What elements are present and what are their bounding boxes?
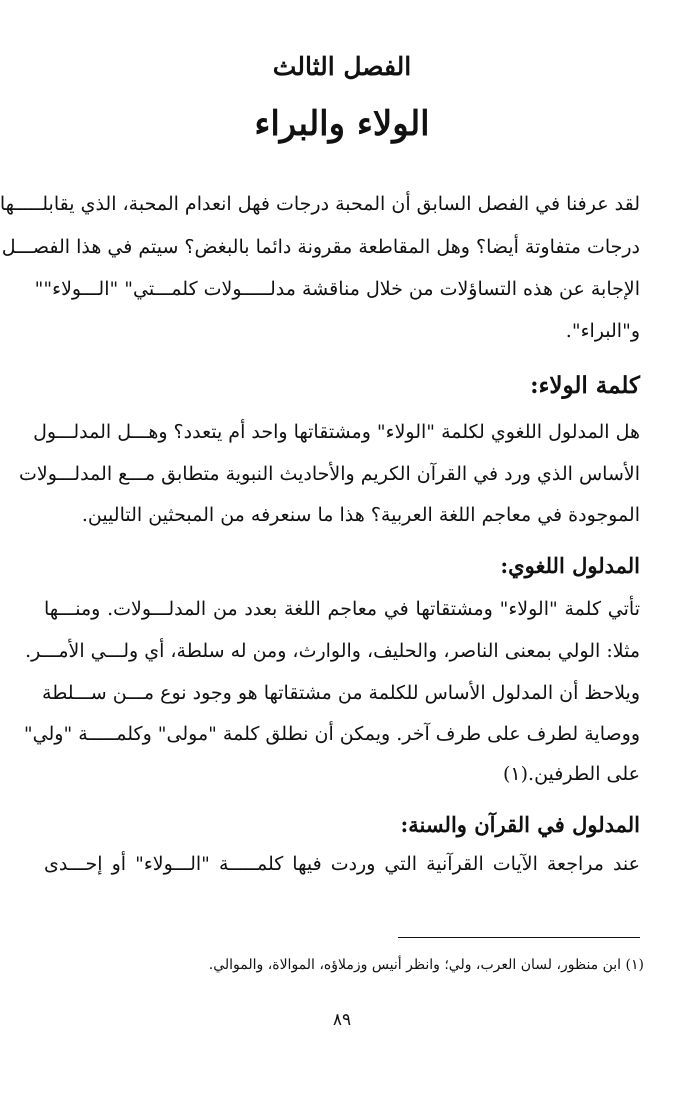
page-number: ٨٩ (332, 1010, 352, 1030)
wala-line: الأساس الذي ورد في القرآن الكريم والأحاديث النبوية متطابق مـــع المدلـــولات (19, 463, 640, 485)
linguistic-line: تأتي كلمة "الولاء" ومشتقاتها في معاجم اللغة بعدد من المدلـــولات. ومنـــها (44, 598, 640, 620)
footnote: (١) ابن منظور، لسان العرب، ولي؛ وانظر أنيس وزملاؤه، الموالاة، والموالي. (208, 957, 644, 973)
footnote-divider (398, 937, 640, 938)
section-heading-linguistic: المدلول اللغوي: (500, 553, 640, 578)
chapter-label: الفصل الثالث (272, 52, 412, 81)
linguistic-line: ويلاحظ أن المدلول الأساس للكلمة من مشتقاتها هو وجود نوع مـــن ســـلطة (42, 682, 640, 704)
section-heading-wala: كلمة الولاء: (530, 372, 640, 399)
linguistic-line: ووصاية لطرف على طرف آخر. ويمكن أن نطلق كلمة "مولى" وكلمـــــة "ولي" (23, 723, 640, 745)
wala-line: هل المدلول اللغوي لكلمة "الولاء" ومشتقاتها واحد أم يتعدد؟ وهـــل المدلـــول (33, 421, 640, 443)
quran-line: عند مراجعة الآيات القرآنية التي وردت فيها كلمـــــة "الـــولاء" أو إحـــدى (44, 853, 640, 875)
linguistic-line: على الطرفين.(١) (502, 763, 640, 785)
section-heading-quran: المدلول في القرآن والسنة: (400, 812, 640, 837)
intro-line: الإجابة عن هذه التساؤلات من خلال مناقشة مدلـــــولات كلمـــتي" "الـــولاء"" (34, 278, 640, 300)
chapter-title: الولاء والبراء (254, 104, 430, 144)
intro-line: لقد عرفنا في الفصل السابق أن المحبة درجات فهل انعدام المحبة، الذي يقابلـــــها (0, 193, 640, 215)
intro-line: و"البراء". (565, 320, 640, 342)
linguistic-line: مثلا: الولي بمعنى الناصر، والحليف، والوارث، ومن له سلطة، أي ولـــي الأمـــر. (25, 640, 640, 662)
wala-line: الموجودة في معاجم اللغة العربية؟ هذا ما سنعرفه من المبحثين التاليين. (81, 504, 640, 526)
intro-line: درجات متفاوتة أيضا؟ وهل المقاطعة مقرونة دائما بالبغض؟ سيتم في هذا الفصـــل (1, 236, 640, 258)
